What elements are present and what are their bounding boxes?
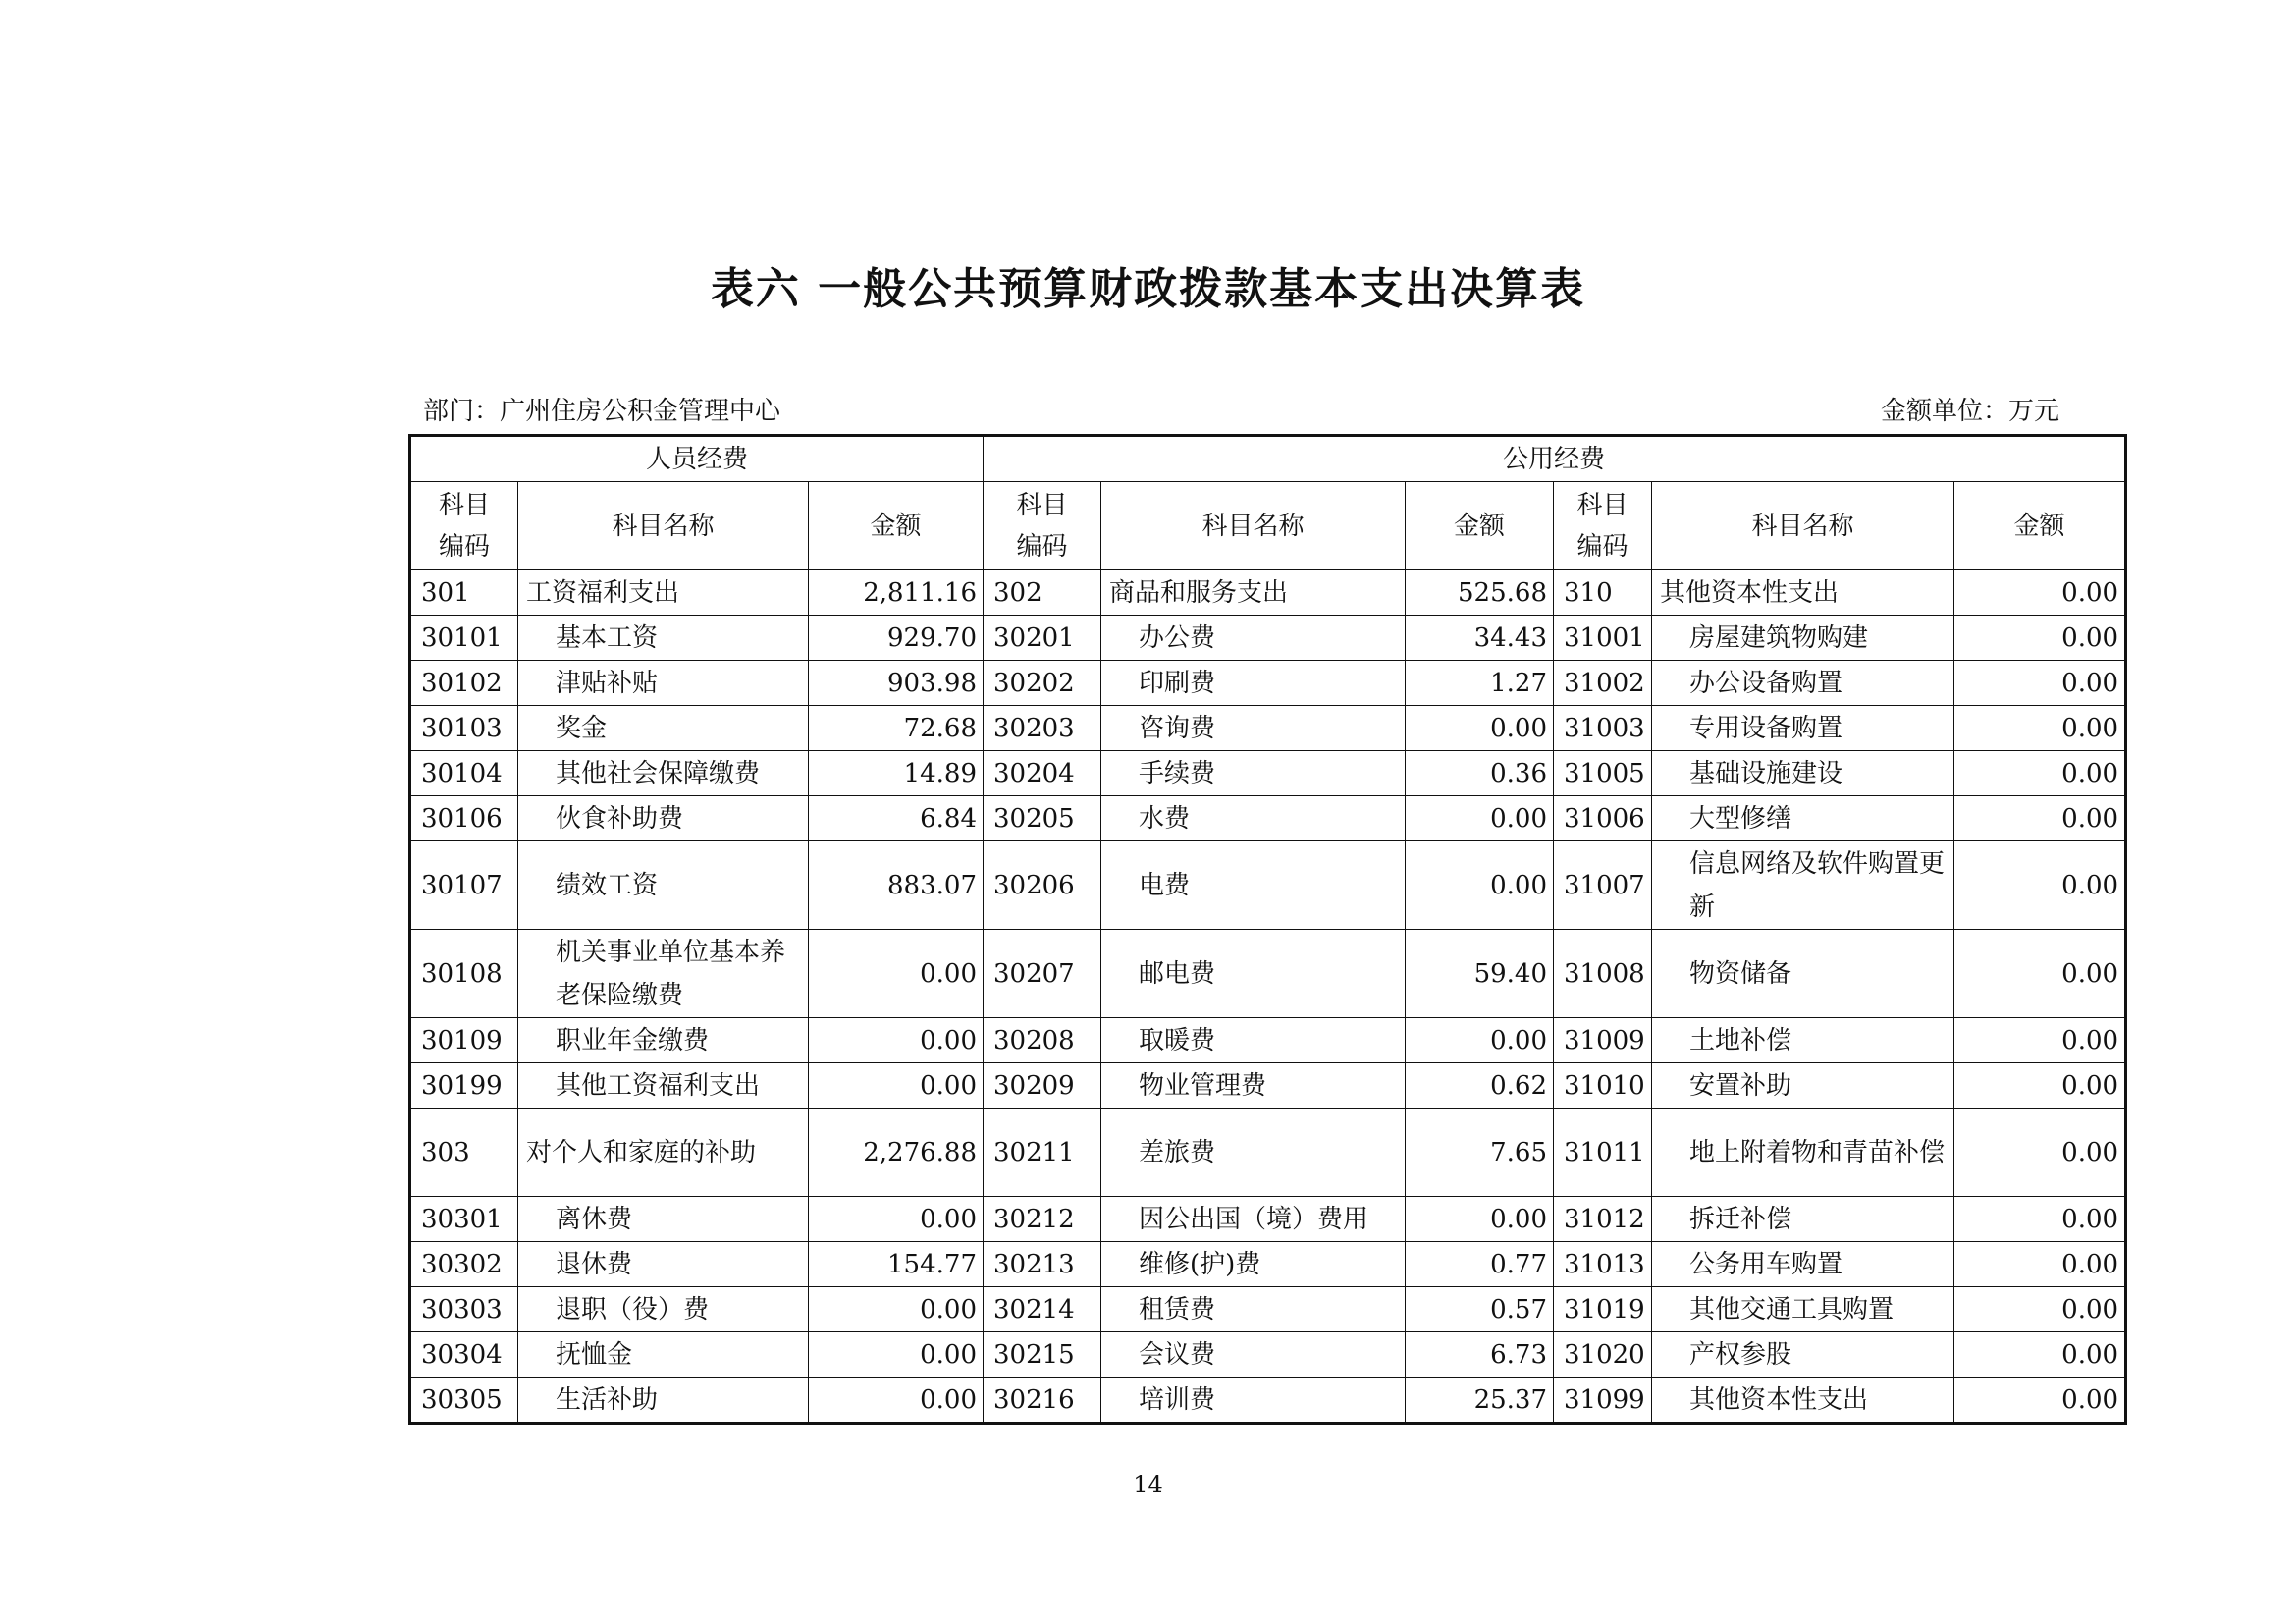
code-cell: 30303 bbox=[410, 1287, 518, 1332]
code-cell: 31001 bbox=[1554, 616, 1652, 661]
table-row bbox=[410, 1018, 2126, 1063]
code-cell: 30205 bbox=[984, 796, 1101, 841]
table-row bbox=[410, 706, 2126, 751]
code-cell: 31011 bbox=[1554, 1109, 1652, 1197]
section-public: 公用经费 bbox=[984, 436, 2126, 482]
header-code-line: 编码 bbox=[438, 531, 490, 562]
name-cell: 其他资本性支出 bbox=[1652, 570, 1954, 616]
name-cell: 房屋建筑物购建 bbox=[1652, 616, 1954, 661]
code-cell: 30209 bbox=[984, 1063, 1101, 1109]
table-row bbox=[410, 930, 2126, 1018]
table-row bbox=[410, 661, 2126, 706]
amount-cell: 154.77 bbox=[809, 1242, 984, 1287]
page-number: 14 bbox=[1133, 1471, 1163, 1498]
name-cell: 其他资本性支出 bbox=[1652, 1378, 1954, 1424]
amount-cell: 0.00 bbox=[1954, 1332, 2126, 1378]
amount-cell: 903.98 bbox=[809, 661, 984, 706]
code-cell: 30104 bbox=[410, 751, 518, 796]
header-code-line: 科目 bbox=[438, 490, 490, 520]
header-code bbox=[1554, 482, 1652, 570]
name-cell: 抚恤金 bbox=[518, 1332, 809, 1378]
amount-cell: 0.00 bbox=[809, 1197, 984, 1242]
name-cell: 产权参股 bbox=[1652, 1332, 1954, 1378]
name-cell: 职业年金缴费 bbox=[518, 1018, 809, 1063]
table-row bbox=[410, 751, 2126, 796]
amount-cell: 0.00 bbox=[809, 1018, 984, 1063]
amount-cell: 0.57 bbox=[1406, 1287, 1554, 1332]
amount-cell: 6.84 bbox=[809, 796, 984, 841]
amount-cell: 0.00 bbox=[1954, 570, 2126, 616]
name-cell: 会议费 bbox=[1101, 1332, 1406, 1378]
header-code-line: 科目 bbox=[1576, 490, 1629, 520]
name-cell: 物资储备 bbox=[1652, 930, 1954, 1018]
amount-cell: 1.27 bbox=[1406, 661, 1554, 706]
table-row bbox=[410, 1242, 2126, 1287]
table-row bbox=[410, 1109, 2126, 1197]
code-cell: 303 bbox=[410, 1109, 518, 1197]
name-cell: 物业管理费 bbox=[1101, 1063, 1406, 1109]
table-row bbox=[410, 1332, 2126, 1378]
amount-cell: 0.00 bbox=[1954, 751, 2126, 796]
code-cell: 30106 bbox=[410, 796, 518, 841]
amount-cell: 0.00 bbox=[809, 1378, 984, 1424]
code-cell: 31099 bbox=[1554, 1378, 1652, 1424]
amount-cell: 929.70 bbox=[809, 616, 984, 661]
code-cell: 31003 bbox=[1554, 706, 1652, 751]
amount-cell: 2,811.16 bbox=[809, 570, 984, 616]
amount-cell: 0.00 bbox=[1954, 1063, 2126, 1109]
amount-cell: 0.00 bbox=[1406, 1197, 1554, 1242]
code-cell: 30305 bbox=[410, 1378, 518, 1424]
name-cell: 基本工资 bbox=[518, 616, 809, 661]
department-label: 部门：广州住房公积金管理中心 bbox=[423, 397, 781, 426]
name-cell: 因公出国（境）费用 bbox=[1101, 1197, 1406, 1242]
name-cell: 维修(护)费 bbox=[1101, 1242, 1406, 1287]
code-cell: 30212 bbox=[984, 1197, 1101, 1242]
name-cell: 咨询费 bbox=[1101, 706, 1406, 751]
amount-cell: 0.00 bbox=[1406, 1018, 1554, 1063]
name-cell: 商品和服务支出 bbox=[1101, 570, 1406, 616]
name-cell: 差旅费 bbox=[1101, 1109, 1406, 1197]
header-name: 科目名称 bbox=[518, 482, 809, 570]
amount-cell: 0.00 bbox=[1406, 841, 1554, 930]
name-cell: 租赁费 bbox=[1101, 1287, 1406, 1332]
header-amount: 金额 bbox=[1954, 482, 2126, 570]
amount-cell: 0.62 bbox=[1406, 1063, 1554, 1109]
name-cell: 机关事业单位基本养老保险缴费 bbox=[518, 930, 809, 1018]
code-cell: 302 bbox=[984, 570, 1101, 616]
header-amount: 金额 bbox=[809, 482, 984, 570]
code-cell: 31010 bbox=[1554, 1063, 1652, 1109]
amount-cell: 2,276.88 bbox=[809, 1109, 984, 1197]
code-cell: 30208 bbox=[984, 1018, 1101, 1063]
header-name: 科目名称 bbox=[1652, 482, 1954, 570]
name-cell: 对个人和家庭的补助 bbox=[518, 1109, 809, 1197]
code-cell: 30216 bbox=[984, 1378, 1101, 1424]
code-cell: 31020 bbox=[1554, 1332, 1652, 1378]
name-cell: 退职（役）费 bbox=[518, 1287, 809, 1332]
code-cell: 30109 bbox=[410, 1018, 518, 1063]
code-cell: 30107 bbox=[410, 841, 518, 930]
amount-cell: 0.00 bbox=[1406, 706, 1554, 751]
code-cell: 31013 bbox=[1554, 1242, 1652, 1287]
code-cell: 30199 bbox=[410, 1063, 518, 1109]
amount-cell: 0.36 bbox=[1406, 751, 1554, 796]
table-row bbox=[410, 570, 2126, 616]
table-row bbox=[410, 1378, 2126, 1424]
amount-cell: 0.00 bbox=[1954, 930, 2126, 1018]
name-cell: 办公费 bbox=[1101, 616, 1406, 661]
amount-cell: 0.00 bbox=[1954, 661, 2126, 706]
amount-cell: 25.37 bbox=[1406, 1378, 1554, 1424]
name-cell: 水费 bbox=[1101, 796, 1406, 841]
section-personnel: 人员经费 bbox=[410, 436, 984, 482]
name-cell: 地上附着物和青苗补偿 bbox=[1652, 1109, 1954, 1197]
name-cell: 离休费 bbox=[518, 1197, 809, 1242]
amount-cell: 72.68 bbox=[809, 706, 984, 751]
amount-cell: 59.40 bbox=[1406, 930, 1554, 1018]
code-cell: 301 bbox=[410, 570, 518, 616]
table-row bbox=[410, 1287, 2126, 1332]
amount-cell: 0.00 bbox=[809, 930, 984, 1018]
name-cell: 基础设施建设 bbox=[1652, 751, 1954, 796]
amount-cell: 34.43 bbox=[1406, 616, 1554, 661]
amount-cell: 0.00 bbox=[1954, 1378, 2126, 1424]
code-cell: 30207 bbox=[984, 930, 1101, 1018]
amount-cell: 6.73 bbox=[1406, 1332, 1554, 1378]
table-row bbox=[410, 1063, 2126, 1109]
amount-cell: 0.00 bbox=[1954, 706, 2126, 751]
table-row bbox=[410, 616, 2126, 661]
section-header-row bbox=[410, 436, 2126, 482]
code-cell: 31006 bbox=[1554, 796, 1652, 841]
amount-cell: 525.68 bbox=[1406, 570, 1554, 616]
name-cell: 印刷费 bbox=[1101, 661, 1406, 706]
name-cell: 专用设备购置 bbox=[1652, 706, 1954, 751]
code-cell: 31005 bbox=[1554, 751, 1652, 796]
name-cell: 公务用车购置 bbox=[1652, 1242, 1954, 1287]
code-cell: 30206 bbox=[984, 841, 1101, 930]
amount-cell: 0.00 bbox=[1954, 1242, 2126, 1287]
code-cell: 31007 bbox=[1554, 841, 1652, 930]
code-cell: 31002 bbox=[1554, 661, 1652, 706]
code-cell: 31019 bbox=[1554, 1287, 1652, 1332]
name-cell: 退休费 bbox=[518, 1242, 809, 1287]
name-cell: 津贴补贴 bbox=[518, 661, 809, 706]
header-code-line: 编码 bbox=[1576, 531, 1629, 562]
name-cell: 电费 bbox=[1101, 841, 1406, 930]
code-cell: 30304 bbox=[410, 1332, 518, 1378]
amount-cell: 0.00 bbox=[809, 1063, 984, 1109]
code-cell: 31008 bbox=[1554, 930, 1652, 1018]
header-name: 科目名称 bbox=[1101, 482, 1406, 570]
code-cell: 30204 bbox=[984, 751, 1101, 796]
unit-label: 金额单位：万元 bbox=[1880, 397, 2059, 426]
header-code-line: 编码 bbox=[1016, 531, 1068, 562]
amount-cell: 0.77 bbox=[1406, 1242, 1554, 1287]
budget-table bbox=[408, 434, 2127, 1425]
name-cell: 安置补助 bbox=[1652, 1063, 1954, 1109]
name-cell: 奖金 bbox=[518, 706, 809, 751]
code-cell: 30101 bbox=[410, 616, 518, 661]
amount-cell: 0.00 bbox=[1954, 1197, 2126, 1242]
name-cell: 办公设备购置 bbox=[1652, 661, 1954, 706]
code-cell: 30211 bbox=[984, 1109, 1101, 1197]
name-cell: 绩效工资 bbox=[518, 841, 809, 930]
page-title: 表六 一般公共预算财政拨款基本支出决算表 bbox=[710, 264, 1586, 314]
amount-cell: 0.00 bbox=[809, 1287, 984, 1332]
name-cell: 工资福利支出 bbox=[518, 570, 809, 616]
amount-cell: 0.00 bbox=[1954, 841, 2126, 930]
code-cell: 30213 bbox=[984, 1242, 1101, 1287]
header-code bbox=[984, 482, 1101, 570]
amount-cell: 0.00 bbox=[1954, 1287, 2126, 1332]
code-cell: 30203 bbox=[984, 706, 1101, 751]
name-cell: 其他工资福利支出 bbox=[518, 1063, 809, 1109]
name-cell: 培训费 bbox=[1101, 1378, 1406, 1424]
name-cell: 大型修缮 bbox=[1652, 796, 1954, 841]
code-cell: 30108 bbox=[410, 930, 518, 1018]
column-header-row bbox=[410, 482, 2126, 570]
name-cell: 邮电费 bbox=[1101, 930, 1406, 1018]
code-cell: 30302 bbox=[410, 1242, 518, 1287]
amount-cell: 883.07 bbox=[809, 841, 984, 930]
amount-cell: 0.00 bbox=[1954, 796, 2126, 841]
code-cell: 30201 bbox=[984, 616, 1101, 661]
amount-cell: 0.00 bbox=[1954, 616, 2126, 661]
name-cell: 其他交通工具购置 bbox=[1652, 1287, 1954, 1332]
header-amount: 金额 bbox=[1406, 482, 1554, 570]
amount-cell: 14.89 bbox=[809, 751, 984, 796]
name-cell: 拆迁补偿 bbox=[1652, 1197, 1954, 1242]
code-cell: 30102 bbox=[410, 661, 518, 706]
table-row bbox=[410, 1197, 2126, 1242]
name-cell: 手续费 bbox=[1101, 751, 1406, 796]
amount-cell: 0.00 bbox=[1954, 1109, 2126, 1197]
table-row bbox=[410, 841, 2126, 930]
name-cell: 信息网络及软件购置更新 bbox=[1652, 841, 1954, 930]
header-code-line: 科目 bbox=[1016, 490, 1068, 520]
code-cell: 310 bbox=[1554, 570, 1652, 616]
amount-cell: 0.00 bbox=[1406, 796, 1554, 841]
name-cell: 伙食补助费 bbox=[518, 796, 809, 841]
code-cell: 31009 bbox=[1554, 1018, 1652, 1063]
amount-cell: 7.65 bbox=[1406, 1109, 1554, 1197]
table-row bbox=[410, 796, 2126, 841]
code-cell: 30202 bbox=[984, 661, 1101, 706]
name-cell: 土地补偿 bbox=[1652, 1018, 1954, 1063]
code-cell: 30103 bbox=[410, 706, 518, 751]
code-cell: 31012 bbox=[1554, 1197, 1652, 1242]
name-cell: 取暖费 bbox=[1101, 1018, 1406, 1063]
header-code bbox=[410, 482, 518, 570]
code-cell: 30214 bbox=[984, 1287, 1101, 1332]
name-cell: 其他社会保障缴费 bbox=[518, 751, 809, 796]
code-cell: 30301 bbox=[410, 1197, 518, 1242]
name-cell: 生活补助 bbox=[518, 1378, 809, 1424]
amount-cell: 0.00 bbox=[1954, 1018, 2126, 1063]
table-body bbox=[410, 570, 2126, 1424]
amount-cell: 0.00 bbox=[809, 1332, 984, 1378]
code-cell: 30215 bbox=[984, 1332, 1101, 1378]
